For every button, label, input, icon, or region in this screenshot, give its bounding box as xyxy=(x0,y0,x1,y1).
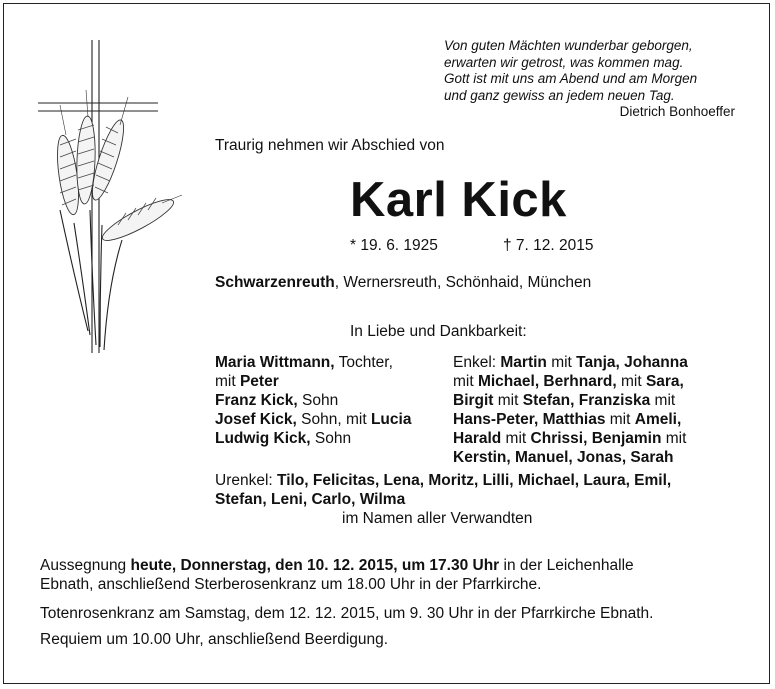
place-bold: Schwarzenreuth xyxy=(215,274,335,291)
great-grandchildren xyxy=(215,471,671,509)
quote-line: Gott ist mit uns am Abend und am Morgen xyxy=(444,71,698,86)
places-line xyxy=(215,274,591,292)
birth-date: * 19. 6. 1925 xyxy=(350,237,438,254)
places-rest: , Wernersreuth, Schönhaid, München xyxy=(334,274,592,291)
death-date: † 7. 12. 2015 xyxy=(503,237,594,254)
family-line: Kerstin, Manuel, Jonas, Sarah xyxy=(453,449,674,466)
cross-with-wheat-icon xyxy=(30,35,190,365)
family-line: mit Peter xyxy=(215,373,279,390)
family-right-column xyxy=(453,353,688,467)
family-line: Enkel: Martin mit Tanja, Johanna xyxy=(453,354,688,371)
urenkel-line: Urenkel: Tilo, Felicitas, Lena, Moritz, Lilli, Michael, Laura, Emil, xyxy=(215,472,672,489)
quote-author: Dietrich Bonhoeffer xyxy=(619,104,735,119)
family-line: Franz Kick, Sohn xyxy=(215,392,339,409)
quote-line: und ganz gewiss an jedem neuen Tag. xyxy=(444,87,675,103)
family-left-column xyxy=(215,353,411,448)
family-line: Hans-Peter, Matthias mit Ameli, xyxy=(453,411,682,428)
family-line: Maria Wittmann, Tochter, xyxy=(215,354,393,371)
funeral-info-1: Aussegnung heute, Donnerstag, den 10. 12. 2015, um 17.30 Uhr in der Leichenhalle Ebnath, anschließend Sterberosenkranz um 18.00 Uhr in der Pfarrkirche. xyxy=(40,557,634,593)
urenkel-line: Stefan, Leni, Carlo, Wilma xyxy=(215,491,406,508)
funeral-info-2: Totenrosenkranz am Samstag, dem 12. 12. 2015, um 9. 30 Uhr in der Pfarrkirche Ebnath. xyxy=(40,605,654,622)
quote-line: Von guten Mächten wunderbar geborgen, xyxy=(444,38,693,53)
funeral-info-3: Requiem um 10.00 Uhr, anschließend Beerdigung. xyxy=(40,631,389,648)
family-line: Josef Kick, Sohn, mit Lucia xyxy=(215,411,412,428)
love-line: In Liebe und Dankbarkeit: xyxy=(350,323,527,340)
quote-block xyxy=(444,38,697,104)
relatives-line: im Namen aller Verwandten xyxy=(342,510,533,527)
quote-line: erwarten wir getrost, was kommen mag. xyxy=(444,54,684,70)
family-line: mit Michael, Berhnard, mit Sara, xyxy=(453,373,684,390)
family-line: Ludwig Kick, Sohn xyxy=(215,430,352,447)
family-line: Harald mit Chrissi, Benjamin mit xyxy=(453,430,687,447)
deceased-name: Karl Kick xyxy=(350,173,567,227)
family-line: Birgit mit Stefan, Franziska mit xyxy=(453,392,676,409)
intro-text: Traurig nehmen wir Abschied von xyxy=(215,137,445,154)
